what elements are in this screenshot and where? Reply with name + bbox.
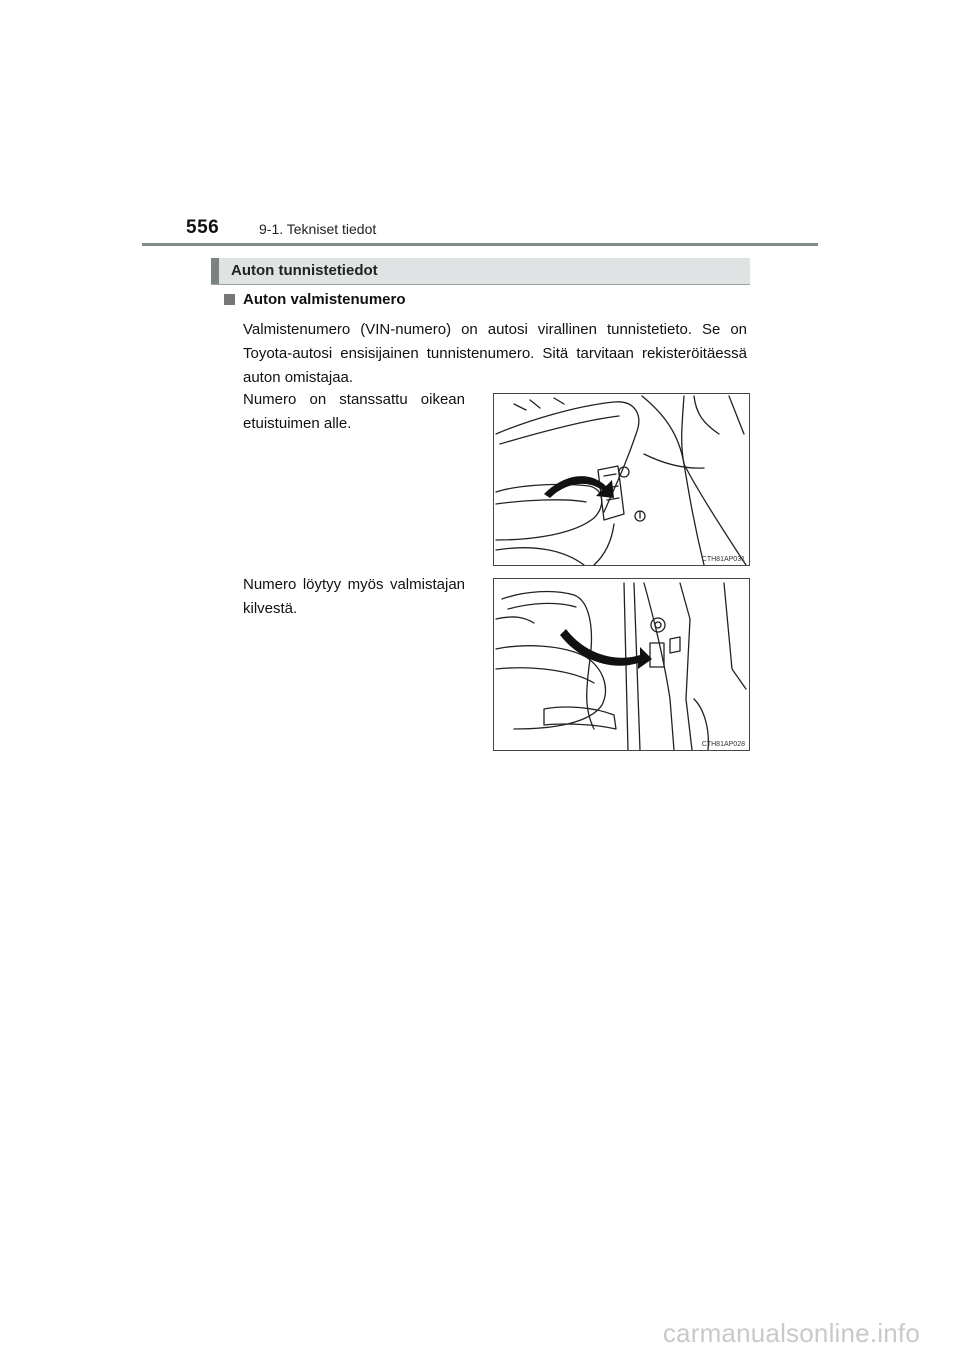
header-rule — [142, 243, 818, 246]
section-underline — [211, 284, 750, 285]
seat-floor-illustration — [494, 394, 749, 565]
section-header — [211, 258, 750, 284]
watermark: carmanualsonline.info — [662, 1318, 920, 1348]
door-pillar-illustration — [494, 579, 749, 750]
figure-caption-1: Numero on stanssattu oikean etuistuimen alle. — [243, 391, 465, 432]
pointer-arrow-icon — [544, 476, 614, 498]
section-title: Auton tunnistetiedot — [231, 262, 378, 279]
figure-seat-floor — [493, 393, 750, 566]
page-number: 556 — [186, 217, 220, 238]
figure-code: CTH81AP028 — [701, 741, 745, 748]
chapter-title: 9-1. Tekniset tiedot — [259, 221, 377, 237]
figure-door-pillar — [493, 578, 750, 751]
subsection-heading: Auton valmistenumero — [243, 291, 406, 308]
pointer-arrow-icon — [560, 629, 652, 669]
figure-code: CTH81AP031 — [701, 556, 745, 563]
square-bullet-icon — [224, 294, 235, 305]
body-paragraph: Valmistenumero (VIN-numero) on autosi virallinen tunnistetieto. Se on Toyota-autosi ensisijainen tunnistenumero. Sitä tarvitaan rekisteröitäessä auton omistajaa. — [243, 321, 747, 386]
figure-caption-2: Numero löytyy myös valmistajan kilvestä. — [243, 576, 465, 617]
